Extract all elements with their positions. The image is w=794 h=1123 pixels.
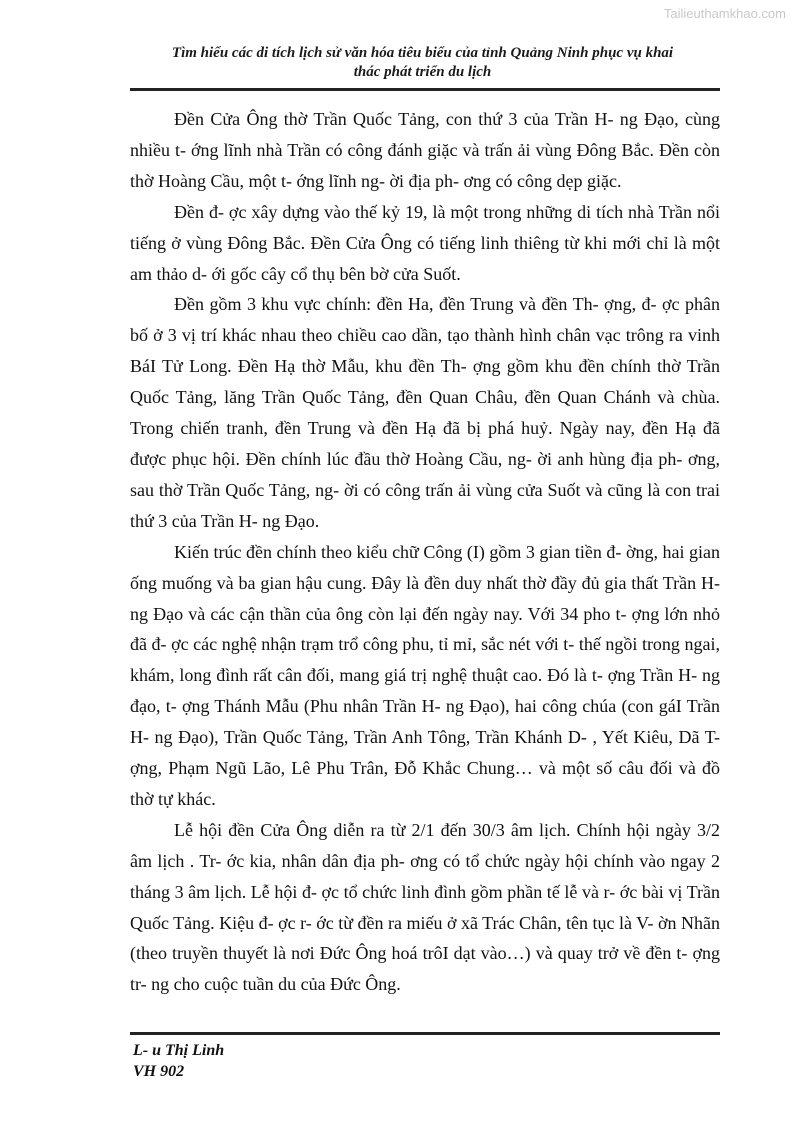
footer-class-code: VH 902 <box>133 1063 185 1080</box>
paragraph-5: Lễ hội đền Cửa Ông diễn ra từ 2/1 đến 30/3 âm lịch. Chính hội ngày 3/2 âm lịch . Tr- ớc kia, nhân dân địa ph- ơng có tổ chức ngày hội chính vào ngay 2 tháng 3 âm lịch. Lễ hội đ- ợc tổ chức linh đình gồm phần tế lễ và r- ớc bài vị Trần Quốc Tảng. Kiệu đ- ợc r- ớc từ đền ra miếu ở xã Trác Chân, tên tục là V- ờn Nhãn (theo truyền thuyết là nơi Đức Ông hoá trôI dạt vào…) và quay trở về đền t- ợng tr- ng cho cuộc tuần du của Đức Ông. <box>130 819 721 995</box>
footer-author: L- u Thị Linh <box>133 1042 225 1059</box>
header-title-line-2: thác phát triển du lịch <box>353 64 492 80</box>
header-title-line-1: Tìm hiểu các di tích lịch sử văn hóa tiêu biểu của tỉnh Quảng Ninh phục vụ khai <box>171 45 674 61</box>
page-footer <box>133 1040 224 1082</box>
watermark: Tailieuthamkhao.com <box>663 6 786 21</box>
paragraph-3: Đền gồm 3 khu vực chính: đền Ha, đền Trung và đền Th- ợng, đ- ợc phân bố ở 3 vị trí khác nhau theo chiều cao dần, tạo thành hình chân vạc trông ra vinh BáI Tử Long. Đền Hạ thờ Mẫu, khu đền Th- ợng gồm khu đền chính thờ Trần Quốc Tảng, lăng Trần Quốc Tảng, đền Quan Châu, đền Quan Chánh và chùa. Trong chiến tranh, đền Trung và đền Hạ đã bị phá huỷ. Ngày nay, đền Hạ đã được phục hội. Đền chính lúc đầu thờ Hoàng Cầu, ng- ời anh hùng địa ph- ơng, sau thờ Trần Quốc Tảng, ng- ời có công trấn ải vùng cửa Suốt và cũng là con trai thứ 3 của Trần H- ng Đạo. <box>130 294 720 531</box>
page-header <box>130 44 715 82</box>
document-body <box>130 104 720 1000</box>
footer-divider <box>130 1032 720 1035</box>
paragraph-1: Đền Cửa Ông thờ Trần Quốc Tảng, con thứ 3 của Trần H- ng Đạo, cùng nhiều t- ớng lĩnh nhà Trần có công đánh giặc và trấn ải vùng Đông Bắc. Đền còn thờ Hoàng Cầu, một t- ớng lĩnh ng- ời địa ph- ơng có công dẹp giặc. <box>130 109 720 191</box>
header-divider <box>130 88 720 91</box>
paragraph-4: Kiến trúc đền chính theo kiểu chữ Công (I) gồm 3 gian tiền đ- ờng, hai gian ống muống và ba gian hậu cung. Đây là đền duy nhất thờ đầy đủ gia thất Trần H- ng Đạo và các cận thần của ông còn lại đến ngày nay. Với 34 pho t- ợng lớn nhỏ đã đ- ợc các nghệ nhận trạm trổ công phu, tỉ mỉ, sắc nét với t- thế ngồi trong ngai, khám, long đình rất cân đối, mang giá trị nghệ thuật cao. Đó là t- ợng Trần H- ng đạo, t- ợng Thánh Mẫu (Phu nhân Trần H- ng Đạo), hai công chúa (con gáI Trần H- ng Đạo), Trần Quốc Tảng, Trần Anh Tông, Trần Khánh D- , Yết Kiêu, Dã T- ợng, Phạm Ngũ Lão, Lê Phu Trân, Đỗ Khắc Chung… và một số câu đối và đồ thờ tự khác. <box>130 541 720 809</box>
paragraph-2: Đền đ- ợc xây dựng vào thế kỷ 19, là một trong những di tích nhà Trần nổi tiếng ở vùng Đông Bắc. Đền Cửa Ông có tiếng linh thiêng từ khi mới chỉ là một am thảo d- ới gốc cây cổ thụ bên bờ cửa Suốt. <box>130 201 720 284</box>
